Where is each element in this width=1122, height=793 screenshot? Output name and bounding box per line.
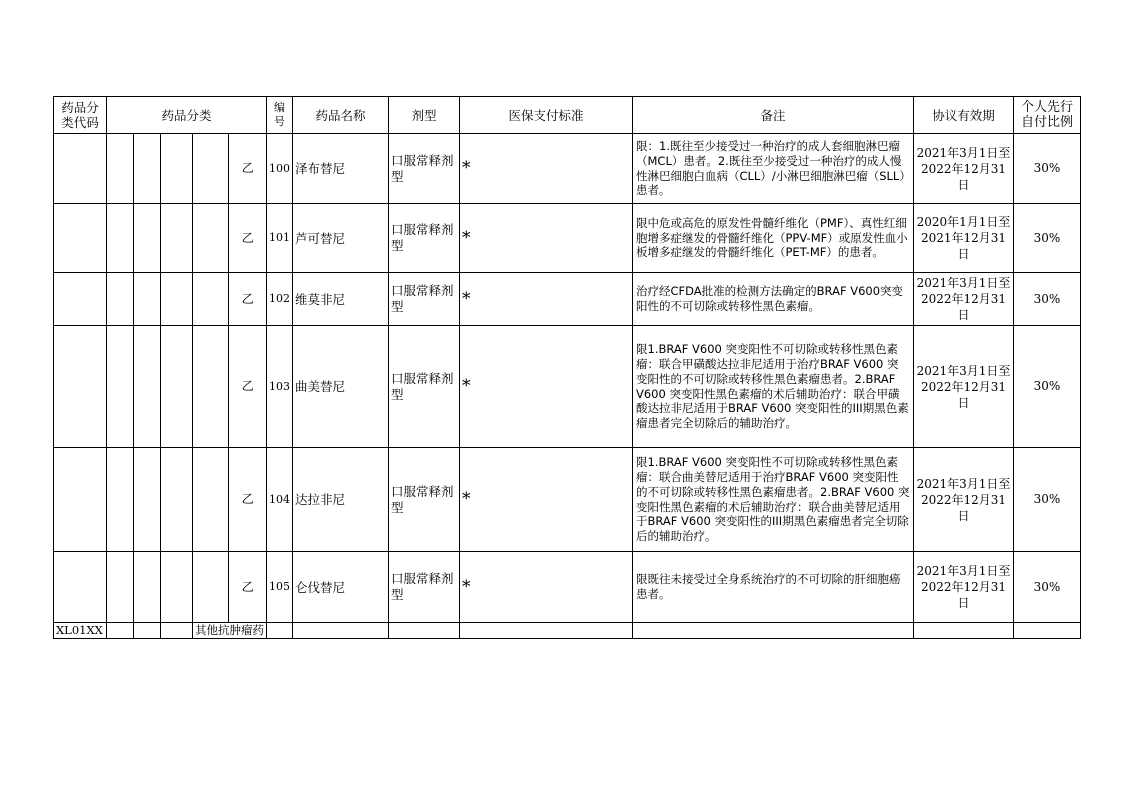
validity-cell: 2020年1月1日至2021年12月31日 (914, 204, 1014, 273)
grade-cell: 乙 (229, 134, 267, 204)
grade-cell: 乙 (229, 273, 267, 326)
category-code-cell: XL01XX (54, 623, 107, 639)
standard-cell: * (460, 552, 633, 623)
drug-name-cell: 达拉非尼 (293, 448, 389, 552)
validity-cell: 2021年3月1日至2022年12月31日 (914, 134, 1014, 204)
standard-cell: * (460, 204, 633, 273)
ratio-cell: 30% (1014, 326, 1081, 448)
table-row (54, 326, 1081, 448)
drug-table (53, 96, 1081, 639)
ratio-cell: 30% (1014, 448, 1081, 552)
standard-cell: * (460, 273, 633, 326)
standard-cell: * (460, 134, 633, 204)
ratio-cell: 30% (1014, 552, 1081, 623)
drug-name-cell: 曲美替尼 (293, 326, 389, 448)
drug-catalog-sheet (53, 96, 1081, 639)
header-ratio: 个人先行自付比例 (1014, 97, 1081, 134)
table-row (54, 448, 1081, 552)
table-row (54, 134, 1081, 204)
grade-cell: 乙 (229, 448, 267, 552)
grade-cell: 乙 (229, 326, 267, 448)
header-standard: 医保支付标准 (460, 97, 633, 134)
header-row (54, 97, 1081, 134)
drug-name-cell: 芦可替尼 (293, 204, 389, 273)
remark-cell: 限1.BRAF V600 突变阳性不可切除或转移性黑色素瘤：联合曲美替尼适用于治疗BRAF V600 突变阳性的不可切除或转移性黑色素瘤患者。2.BRAF V600 突变阳性黑色素瘤的术后辅助治疗：联合曲美替尼适用于BRAF V600 突变阳性的III期黑色素瘤患者完全切除后的辅助治疗。 (633, 448, 914, 552)
number-cell: 101 (267, 204, 293, 273)
drug-name-cell: 仑伐替尼 (293, 552, 389, 623)
remark-cell: 治疗经CFDA批准的检测方法确定的BRAF V600突变阳性的不可切除或转移性黑色素瘤。 (633, 273, 914, 326)
ratio-cell: 30% (1014, 134, 1081, 204)
header-category: 药品分类 (107, 97, 267, 134)
form-cell: 口服常释剂型 (389, 273, 460, 326)
header-number: 编号 (267, 97, 293, 134)
table-row (54, 204, 1081, 273)
form-cell: 口服常释剂型 (389, 204, 460, 273)
header-name: 药品名称 (293, 97, 389, 134)
table-row (54, 273, 1081, 326)
ratio-cell: 30% (1014, 273, 1081, 326)
remark-cell: 限：1.既往至少接受过一种治疗的成人套细胞淋巴瘤（MCL）患者。2.既往至少接受过一种治疗的成人慢性淋巴细胞白血病（CLL）/小淋巴细胞淋巴瘤（SLL）患者。 (633, 134, 914, 204)
drug-name-cell: 维莫非尼 (293, 273, 389, 326)
form-cell: 口服常释剂型 (389, 134, 460, 204)
number-cell: 104 (267, 448, 293, 552)
number-cell: 103 (267, 326, 293, 448)
remark-cell: 限既往未接受过全身系统治疗的不可切除的肝细胞癌患者。 (633, 552, 914, 623)
validity-cell: 2021年3月1日至2022年12月31日 (914, 552, 1014, 623)
standard-cell: * (460, 448, 633, 552)
validity-cell: 2021年3月1日至2022年12月31日 (914, 273, 1014, 326)
form-cell: 口服常释剂型 (389, 552, 460, 623)
drug-name-cell: 泽布替尼 (293, 134, 389, 204)
header-validity: 协议有效期 (914, 97, 1014, 134)
remark-cell: 限中危或高危的原发性骨髓纤维化（PMF）、真性红细胞增多症继发的骨髓纤维化（PPV-MF）或原发性血小板增多症继发的骨髓纤维化（PET-MF）的患者。 (633, 204, 914, 273)
standard-cell: * (460, 326, 633, 448)
remark-cell: 限1.BRAF V600 突变阳性不可切除或转移性黑色素瘤：联合甲磺酸达拉非尼适用于治疗BRAF V600 突变阳性的不可切除或转移性黑色素瘤患者。2.BRAF V600 突变阳性黑色素瘤的术后辅助治疗：联合甲磺酸达拉非尼适用于BRAF V600 突变阳性的III期黑色素瘤患者完全切除后的辅助治疗。 (633, 326, 914, 448)
table-row (54, 552, 1081, 623)
header-remarks: 备注 (633, 97, 914, 134)
ratio-cell: 30% (1014, 204, 1081, 273)
validity-cell: 2021年3月1日至2022年12月31日 (914, 326, 1014, 448)
grade-cell: 乙 (229, 204, 267, 273)
category-name-cell: 其他抗肿瘤药 (193, 623, 267, 639)
form-cell: 口服常释剂型 (389, 448, 460, 552)
grade-cell: 乙 (229, 552, 267, 623)
number-cell: 105 (267, 552, 293, 623)
header-form: 剂型 (389, 97, 460, 134)
category-row (54, 623, 1081, 639)
number-cell: 100 (267, 134, 293, 204)
number-cell: 102 (267, 273, 293, 326)
header-code: 药品分类代码 (54, 97, 107, 134)
validity-cell: 2021年3月1日至2022年12月31日 (914, 448, 1014, 552)
form-cell: 口服常释剂型 (389, 326, 460, 448)
